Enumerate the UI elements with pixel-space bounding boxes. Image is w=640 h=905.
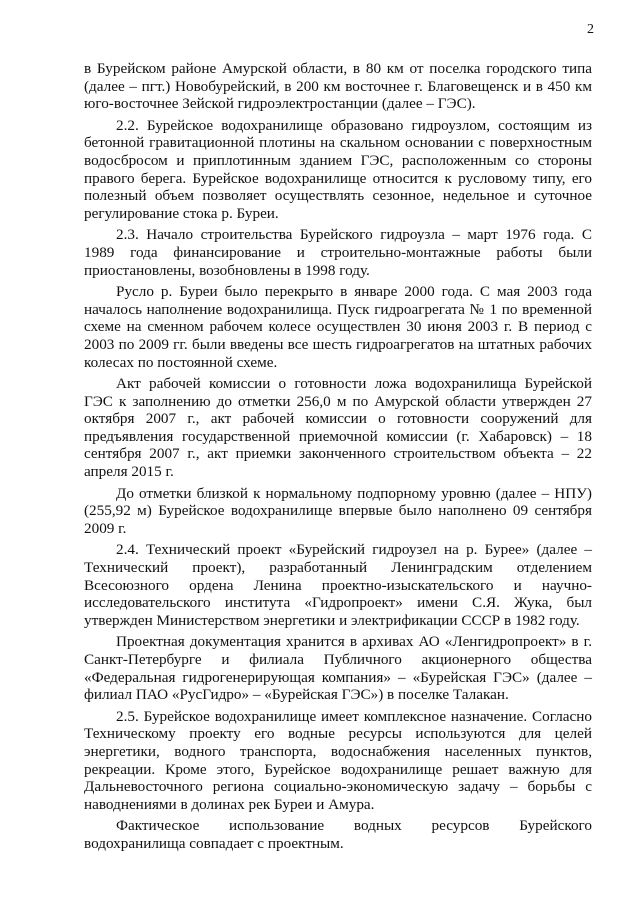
paragraph-project-archives: Проектная документация хранится в архивах АО «Ленгидропроект» в г. Санкт-Петербурге и филиала Публичного акционерного общества «Федеральная гидрогенерирующая компания» – «Бурейская ГЭС» (далее – филиал ПАО «РусГидро» – «Бурейская ГЭС») в поселке Талакан. xyxy=(84,633,592,704)
paragraph-river-blocking: Русло р. Буреи было перекрыто в январе 2000 года. С мая 2003 года началось наполнение водохранилища. Пуск гидроагрегата № 1 по временной схеме на сменном рабочем колесе осуществлен 30 июня 2003 г. В период с 2003 по 2009 гг. были введены все шесть гидроагрегатов на штатных рабочих колесах по постоянной схеме. xyxy=(84,283,592,371)
paragraph-2-3-construction-start: 2.3. Начало строительства Бурейского гидроузла – март 1976 года. С 1989 года финансирование и строительно-монтажные работы были приостановлены, возобновлены в 1998 году. xyxy=(84,226,592,279)
paragraph-2-5-purpose: 2.5. Бурейское водохранилище имеет комплексное назначение. Согласно Техническому проекту его водные ресурсы используются для целей энергетики, водного транспорта, водоснабжения населенных пунктов, рекреации. Кроме этого, Бурейское водохранилище решает важную для Дальневосточного региона социально-экономическую задачу – борьбы с наводнениями в долинах рек Буреи и Амура. xyxy=(84,707,592,813)
paragraph-actual-use: Фактическое использование водных ресурсов Бурейского водохранилища совпадает с проектным. xyxy=(84,817,592,852)
paragraph-location-continued: в Бурейском районе Амурской области, в 80 км от поселка городского типа (далее – пгт.) Новобурейский, в 200 км восточнее г. Благовещенск и в 450 км юго-восточнее Зейской гидроэлектростанции (далее – ГЭС). xyxy=(84,60,592,113)
document-body xyxy=(84,60,592,857)
paragraph-2-4-technical-project: 2.4. Технический проект «Бурейский гидроузел на р. Бурее» (далее – Технический проект), разработанный Ленинградским отделением Всесоюзного ордена Ленина проектно-изыскательского и научно-исследовательского института «Гидропроект» имени С.Я. Жука, был утвержден Министерством энергетики и электрификации СССР в 1982 году. xyxy=(84,541,592,629)
paragraph-2-2-reservoir-formation: 2.2. Бурейское водохранилище образовано гидроузлом, состоящим из бетонной гравитационной плотины на скальном основании с поверхностным водосбросом и приплотинным зданием ГЭС, расположенным со стороны правого берега. Бурейское водохранилище относится к русловому типу, его полезный объем позволяет осуществлять сезонное, недельное и суточное регулирование стока р. Буреи. xyxy=(84,116,592,222)
paragraph-commission-acts: Акт рабочей комиссии о готовности ложа водохранилища Бурейской ГЭС к заполнению до отметки 256,0 м по Амурской области утвержден 27 октября 2007 г., акт рабочей комиссии о готовности сооружений для предъявления государственной приемочной комиссии (г. Хабаровск) – 18 сентября 2007 г., акт приемки законченного строительством объекта – 22 апреля 2015 г. xyxy=(84,375,592,481)
page-number: 2 xyxy=(587,22,594,37)
paragraph-npu-filling: До отметки близкой к нормальному подпорному уровню (далее – НПУ) (255,92 м) Бурейское водохранилище впервые было наполнено 09 сентября 2009 г. xyxy=(84,484,592,537)
